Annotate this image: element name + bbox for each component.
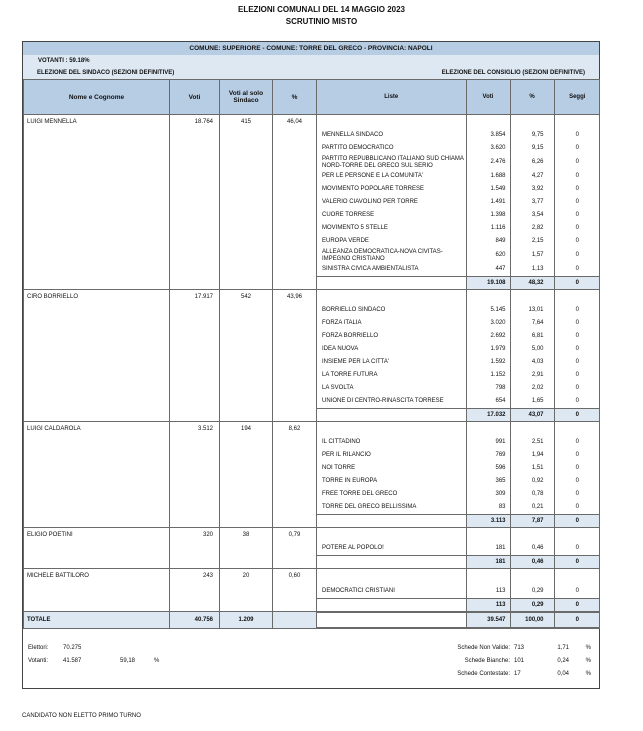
list-voti: 3.620: [466, 142, 510, 155]
list-row: [317, 585, 600, 599]
bianche-stat: Schede Bianche: 101 0,24 %: [464, 658, 591, 664]
candidate-row: [24, 290, 600, 422]
list-row: [317, 304, 600, 317]
list-name: PARTITO REPUBBLICANO ITALIANO SUD CHIAMA NORD-TORRE DEL GRECO SUL SERIO: [322, 156, 464, 169]
list-row: [317, 129, 600, 142]
list-row: [317, 330, 600, 343]
report-title: ELEZIONI COMUNALI DEL 14 MAGGIO 2023: [238, 5, 405, 14]
list-pct: 6,81: [510, 330, 554, 343]
list-pct: 9,15: [510, 142, 554, 155]
list-row: [317, 196, 600, 209]
subtotal-pct: 7,87: [510, 515, 554, 528]
list-name: TORRE IN EUROPA: [322, 478, 378, 485]
list-row: [317, 222, 600, 235]
subtotal-voti: 113: [466, 599, 510, 612]
list-seggi: 0: [554, 343, 600, 356]
totale-pct-liste: 100,00: [510, 613, 554, 628]
list-row: [317, 343, 600, 356]
list-voti: 620: [466, 248, 510, 263]
turnout-header: [23, 55, 599, 67]
list-name: PER IL RILANCIO: [322, 452, 371, 459]
list-pct: 3,92: [510, 183, 554, 196]
list-pct: 1,57: [510, 248, 554, 263]
report-subtitle: SCRUTINIO MISTO: [285, 17, 358, 26]
list-pct: 1,51: [510, 462, 554, 475]
list-row: [317, 235, 600, 248]
candidate-pct: 0,79: [273, 528, 317, 569]
list-seggi: 0: [554, 209, 600, 222]
list-row: [317, 369, 600, 382]
list-name: POTERE AL POPOLO!: [322, 545, 384, 552]
candidate-name: MICHELE BATTILORO: [24, 569, 170, 612]
list-pct: 0,46: [510, 542, 554, 556]
list-name: BORRIELLO SINDACO: [322, 307, 386, 314]
list-row: [317, 142, 600, 155]
list-voti: 1.549: [466, 183, 510, 196]
candidate-row: [24, 422, 600, 528]
subtotal-seggi: 0: [554, 409, 600, 422]
list-pct: 6,26: [510, 155, 554, 170]
list-pct: 0,21: [510, 501, 554, 515]
table-header-row: [24, 80, 600, 115]
col-pct: %: [273, 80, 317, 115]
list-seggi: 0: [554, 304, 600, 317]
list-seggi: 0: [554, 196, 600, 209]
list-pct: 0,92: [510, 475, 554, 488]
list-pct: 5,00: [510, 343, 554, 356]
list-name: ALLEANZA DEMOCRATICA-NOVA CIVITAS-IMPEGNO CRISTIANO: [322, 249, 443, 262]
candidate-name: LUIGI CALDAROLA: [24, 422, 170, 528]
list-row: [317, 155, 600, 170]
subtotal-voti: 3.113: [466, 515, 510, 528]
list-name: MOVIMENTO 5 STELLE: [322, 225, 388, 232]
list-seggi: 0: [554, 263, 600, 277]
list-seggi: 0: [554, 248, 600, 263]
candidate-lists: [317, 569, 600, 612]
subtotal-row: [317, 515, 600, 528]
totale-voti-liste: 39.547: [466, 613, 510, 628]
list-seggi: 0: [554, 501, 600, 515]
list-name: CUORE TORRESE: [322, 212, 375, 219]
list-name: IL CITTADINO: [322, 439, 361, 446]
candidate-voti: 17.917: [170, 290, 220, 422]
list-pct: 3,54: [510, 209, 554, 222]
subtotal-pct: 43,07: [510, 409, 554, 422]
candidate-row: [24, 115, 600, 290]
list-seggi: 0: [554, 475, 600, 488]
list-voti: 1.688: [466, 170, 510, 183]
list-voti: 769: [466, 449, 510, 462]
list-name: FORZA ITALIA: [322, 320, 362, 327]
list-seggi: 0: [554, 170, 600, 183]
totale-seggi: 0: [554, 613, 600, 628]
list-seggi: 0: [554, 317, 600, 330]
section-header: [23, 67, 599, 79]
list-seggi: 0: [554, 382, 600, 395]
list-pct: 1,13: [510, 263, 554, 277]
list-pct: 3,77: [510, 196, 554, 209]
list-name: PARTITO DEMOCRATICO: [322, 145, 394, 152]
list-seggi: 0: [554, 462, 600, 475]
list-voti: 3.020: [466, 317, 510, 330]
candidate-solo: 542: [220, 290, 273, 422]
list-voti: 83: [466, 501, 510, 515]
list-seggi: 0: [554, 585, 600, 599]
list-row: [317, 449, 600, 462]
list-voti: 798: [466, 382, 510, 395]
list-name: UNIONE DI CENTRO-RINASCITA TORRESE: [322, 398, 444, 405]
subtotal-pct: 0,46: [510, 556, 554, 569]
list-pct: 2,15: [510, 235, 554, 248]
list-row: [317, 317, 600, 330]
list-seggi: 0: [554, 356, 600, 369]
list-name: MOVIMENTO POPOLARE TORRESE: [322, 186, 425, 193]
subtotal-row: [317, 277, 600, 290]
list-voti: 2.476: [466, 155, 510, 170]
report-titles: [0, 4, 643, 28]
candidate-lists: [317, 528, 600, 569]
list-voti: 1.491: [466, 196, 510, 209]
list-voti: 3.854: [466, 129, 510, 142]
list-seggi: 0: [554, 395, 600, 409]
candidate-pct: 0,60: [273, 569, 317, 612]
candidate-pct: 8,62: [273, 422, 317, 528]
candidate-voti: 18.764: [170, 115, 220, 290]
subtotal-seggi: 0: [554, 515, 600, 528]
list-name: FORZA BORRIELLO: [322, 333, 379, 340]
list-name: PER LE PERSONE E LA COMUNITA': [322, 173, 424, 180]
list-pct: 2,82: [510, 222, 554, 235]
list-pct: 2,91: [510, 369, 554, 382]
subtotal-row: [317, 556, 600, 569]
list-row: [317, 382, 600, 395]
list-name: MENNELLA SINDACO: [322, 132, 384, 139]
list-voti: 1.592: [466, 356, 510, 369]
list-pct: 7,64: [510, 317, 554, 330]
contestate-stat: Schede Contestate: 17 0,04 %: [457, 671, 591, 677]
list-seggi: 0: [554, 369, 600, 382]
list-voti: 596: [466, 462, 510, 475]
list-seggi: 0: [554, 183, 600, 196]
totale-voti: 40.756: [170, 612, 220, 629]
list-seggi: 0: [554, 330, 600, 343]
list-name: IDEA NUOVA: [322, 346, 359, 353]
list-voti: 365: [466, 475, 510, 488]
subtotal-row: [317, 409, 600, 422]
list-seggi: 0: [554, 222, 600, 235]
subtotal-seggi: 0: [554, 277, 600, 290]
candidate-pct: 43,96: [273, 290, 317, 422]
subtotal-row: [317, 599, 600, 612]
list-name: LA SVOLTA: [322, 385, 354, 392]
list-voti: 2.692: [466, 330, 510, 343]
candidate-row: [24, 528, 600, 569]
list-seggi: 0: [554, 488, 600, 501]
list-pct: 13,01: [510, 304, 554, 317]
col-voti: Voti: [170, 80, 220, 115]
list-name: DEMOCRATICI CRISTIANI: [322, 588, 395, 595]
list-name: FREE TORRE DEL GRECO: [322, 491, 398, 498]
subtotal-seggi: 0: [554, 599, 600, 612]
list-voti: 1.116: [466, 222, 510, 235]
col-liste-group: [317, 80, 600, 115]
col-liste: Liste: [384, 93, 399, 100]
col-pct-liste: %: [510, 80, 554, 114]
list-pct: 9,75: [510, 129, 554, 142]
list-row: [317, 436, 600, 449]
list-seggi: 0: [554, 436, 600, 449]
subtotal-seggi: 0: [554, 556, 600, 569]
candidate-lists: [317, 422, 600, 528]
list-row: [317, 209, 600, 222]
list-pct: 2,02: [510, 382, 554, 395]
list-seggi: 0: [554, 142, 600, 155]
subtotal-voti: 19.108: [466, 277, 510, 290]
totale-solo: 1.209: [220, 612, 273, 629]
list-pct: 4,27: [510, 170, 554, 183]
candidate-solo: 415: [220, 115, 273, 290]
candidate-lists: [317, 115, 600, 290]
candidate-name: CIRO BORRIELLO: [24, 290, 170, 422]
list-voti: 654: [466, 395, 510, 409]
list-name: SINISTRA CIVICA AMBIENTALISTA: [322, 266, 419, 273]
candidate-solo: 194: [220, 422, 273, 528]
subtotal-pct: 0,29: [510, 599, 554, 612]
votanti-stat: Votanti: 41.587 59,18 %: [28, 658, 160, 664]
list-pct: 0,78: [510, 488, 554, 501]
list-row: [317, 462, 600, 475]
candidates-body: [24, 115, 600, 612]
subtotal-voti: 17.032: [466, 409, 510, 422]
list-row: [317, 488, 600, 501]
list-seggi: 0: [554, 542, 600, 556]
list-name: NOI TORRE: [322, 465, 356, 472]
totale-row: [24, 612, 600, 629]
turnout-label: VOTANTI : 59.18%: [38, 58, 90, 64]
list-name: EUROPA VERDE: [322, 238, 369, 245]
list-voti: 447: [466, 263, 510, 277]
list-row: [317, 542, 600, 556]
list-seggi: 0: [554, 129, 600, 142]
list-row: [317, 395, 600, 409]
col-nome: Nome e Cognome: [24, 80, 170, 115]
results-frame: [22, 41, 600, 689]
subtotal-pct: 48,32: [510, 277, 554, 290]
non-valide-stat: Schede Non Valide: 713 1,71 %: [457, 645, 591, 651]
candidate-name: ELIGIO POETINI: [24, 528, 170, 569]
list-row: [317, 248, 600, 263]
list-row: [317, 475, 600, 488]
list-pct: 1,94: [510, 449, 554, 462]
col-seggi: Seggi: [554, 80, 600, 114]
list-row: [317, 501, 600, 515]
candidate-name: LUIGI MENNELLA: [24, 115, 170, 290]
elettori-stat: Elettori: 70.275: [28, 645, 82, 651]
col-solo: Voti al solo Sindaco: [220, 80, 273, 115]
list-pct: 1,65: [510, 395, 554, 409]
list-name: LA TORRE FUTURA: [322, 372, 378, 379]
list-voti: 181: [466, 542, 510, 556]
candidate-row: [24, 569, 600, 612]
list-name: INSIEME PER LA CITTA': [322, 359, 390, 366]
totale-label: TOTALE: [24, 612, 170, 629]
list-seggi: 0: [554, 449, 600, 462]
list-row: [317, 263, 600, 277]
list-pct: 2,51: [510, 436, 554, 449]
list-pct: 0,29: [510, 585, 554, 599]
list-name: TORRE DEL GRECO BELLISSIMA: [322, 504, 417, 511]
list-voti: 1.398: [466, 209, 510, 222]
list-row: [317, 183, 600, 196]
list-voti: 5.145: [466, 304, 510, 317]
candidate-pct: 46,04: [273, 115, 317, 290]
list-voti: 1.152: [466, 369, 510, 382]
list-voti: 1.979: [466, 343, 510, 356]
sindaco-section-label: ELEZIONE DEL SINDACO (SEZIONI DEFINITIVE): [37, 70, 175, 76]
consiglio-section-label: ELEZIONE DEL CONSIGLIO (SEZIONI DEFINITIVE): [441, 70, 585, 76]
candidate-solo: 38: [220, 528, 273, 569]
list-voti: 113: [466, 585, 510, 599]
list-voti: 991: [466, 436, 510, 449]
results-table: [23, 79, 600, 629]
list-row: [317, 170, 600, 183]
list-voti: 309: [466, 488, 510, 501]
candidate-voti: 320: [170, 528, 220, 569]
candidate-voti: 243: [170, 569, 220, 612]
location-header: COMUNE: SUPERIORE - COMUNE: TORRE DEL GRECO - PROVINCIA: NAPOLI: [23, 42, 599, 55]
list-name: VALERIO CIAVOLINO PER TORRE: [322, 199, 418, 206]
candidate-voti: 3.512: [170, 422, 220, 528]
candidate-solo: 20: [220, 569, 273, 612]
candidate-lists: [317, 290, 600, 422]
liste-header: [317, 80, 600, 114]
list-pct: 4,03: [510, 356, 554, 369]
list-seggi: 0: [554, 235, 600, 248]
footnote: CANDIDATO NON ELETTO PRIMO TURNO: [22, 713, 141, 719]
list-seggi: 0: [554, 155, 600, 170]
list-voti: 849: [466, 235, 510, 248]
subtotal-voti: 181: [466, 556, 510, 569]
list-row: [317, 356, 600, 369]
col-voti-liste: Voti: [466, 80, 510, 114]
totale-pct-empty: [273, 612, 317, 629]
